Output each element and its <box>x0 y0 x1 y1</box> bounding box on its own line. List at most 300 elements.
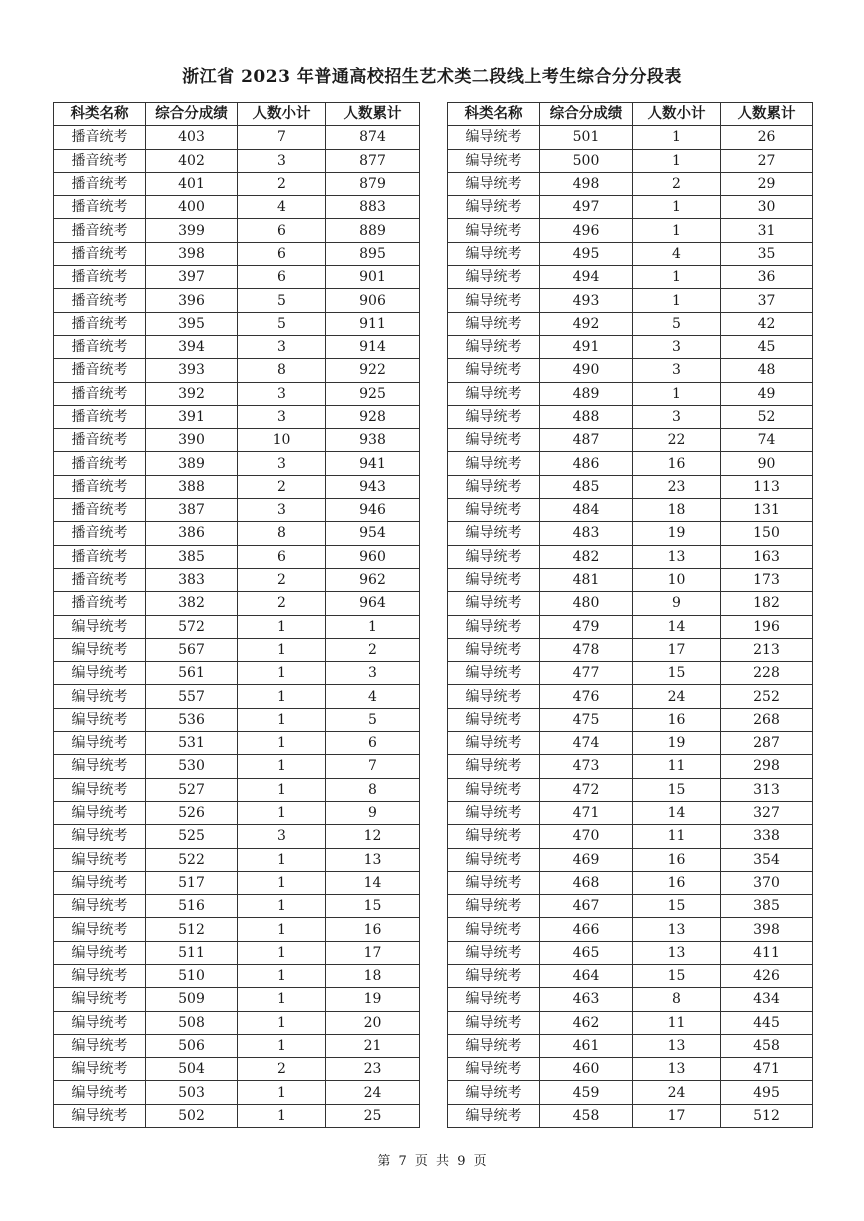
cell-score: 504 <box>146 1058 238 1081</box>
table-row <box>54 242 420 265</box>
cell-cumulative: 445 <box>721 1011 813 1034</box>
header-cumulative: 人数累计 <box>721 103 813 126</box>
cell-cumulative: 252 <box>721 685 813 708</box>
cell-category: 编导统考 <box>448 941 540 964</box>
table-row <box>448 196 813 219</box>
cell-score: 494 <box>540 266 633 289</box>
header-category: 科类名称 <box>448 103 540 126</box>
cell-category: 播音统考 <box>54 172 146 195</box>
cell-cumulative: 19 <box>326 988 420 1011</box>
cell-score: 527 <box>146 778 238 801</box>
cell-score: 481 <box>540 568 633 591</box>
cell-category: 编导统考 <box>448 219 540 242</box>
table-row <box>54 429 420 452</box>
cell-category: 编导统考 <box>54 825 146 848</box>
cell-count: 14 <box>633 615 721 638</box>
cell-cumulative: 398 <box>721 918 813 941</box>
cell-category: 编导统考 <box>448 452 540 475</box>
cell-score: 399 <box>146 219 238 242</box>
cell-cumulative: 385 <box>721 895 813 918</box>
cell-count: 11 <box>633 1011 721 1034</box>
cell-cumulative: 9 <box>326 801 420 824</box>
cell-count: 1 <box>238 918 326 941</box>
table-row <box>448 429 813 452</box>
cell-count: 6 <box>238 266 326 289</box>
table-row <box>448 266 813 289</box>
cell-cumulative: 889 <box>326 219 420 242</box>
table-row <box>448 871 813 894</box>
document-title: 浙江省 2023 年普通高校招生艺术类二段线上考生综合分分段表 <box>182 67 682 87</box>
table-row <box>448 568 813 591</box>
cell-cumulative: 18 <box>326 964 420 987</box>
table-row <box>448 988 813 1011</box>
cell-count: 1 <box>633 126 721 149</box>
cell-category: 播音统考 <box>54 242 146 265</box>
cell-category: 播音统考 <box>54 266 146 289</box>
cell-category: 编导统考 <box>448 382 540 405</box>
cell-category: 编导统考 <box>448 242 540 265</box>
cell-score: 561 <box>146 662 238 685</box>
table-row <box>54 732 420 755</box>
cell-cumulative: 1 <box>326 615 420 638</box>
cell-score: 471 <box>540 801 633 824</box>
table-row <box>54 895 420 918</box>
cell-category: 编导统考 <box>448 685 540 708</box>
cell-count: 1 <box>238 801 326 824</box>
cell-category: 编导统考 <box>54 988 146 1011</box>
cell-score: 402 <box>146 149 238 172</box>
cell-cumulative: 268 <box>721 708 813 731</box>
cell-cumulative: 883 <box>326 196 420 219</box>
cell-count: 23 <box>633 475 721 498</box>
cell-score: 496 <box>540 219 633 242</box>
cell-category: 编导统考 <box>448 778 540 801</box>
cell-category: 播音统考 <box>54 499 146 522</box>
cell-cumulative: 7 <box>326 755 420 778</box>
cell-count: 3 <box>238 499 326 522</box>
cell-score: 401 <box>146 172 238 195</box>
cell-cumulative: 21 <box>326 1034 420 1057</box>
cell-cumulative: 877 <box>326 149 420 172</box>
cell-count: 1 <box>238 708 326 731</box>
cell-cumulative: 946 <box>326 499 420 522</box>
cell-cumulative: 49 <box>721 382 813 405</box>
table-row <box>54 149 420 172</box>
table-row <box>448 289 813 312</box>
cell-cumulative: 113 <box>721 475 813 498</box>
cell-count: 1 <box>238 941 326 964</box>
cell-cumulative: 163 <box>721 545 813 568</box>
table-row <box>448 895 813 918</box>
table-row <box>54 1081 420 1104</box>
cell-score: 458 <box>540 1104 633 1127</box>
cell-count: 6 <box>238 242 326 265</box>
cell-cumulative: 411 <box>721 941 813 964</box>
table-row <box>448 149 813 172</box>
cell-cumulative: 879 <box>326 172 420 195</box>
cell-cumulative: 925 <box>326 382 420 405</box>
cell-count: 13 <box>633 545 721 568</box>
cell-category: 编导统考 <box>54 615 146 638</box>
cell-category: 播音统考 <box>54 312 146 335</box>
table-row <box>54 708 420 731</box>
table-row <box>54 1034 420 1057</box>
cell-count: 16 <box>633 708 721 731</box>
cell-count: 19 <box>633 732 721 755</box>
header-cumulative: 人数累计 <box>326 103 420 126</box>
cell-cumulative: 20 <box>326 1011 420 1034</box>
cell-cumulative: 13 <box>326 848 420 871</box>
cell-cumulative: 17 <box>326 941 420 964</box>
cell-cumulative: 962 <box>326 568 420 591</box>
cell-count: 3 <box>238 149 326 172</box>
table-row <box>448 708 813 731</box>
cell-score: 403 <box>146 126 238 149</box>
cell-category: 编导统考 <box>448 918 540 941</box>
cell-cumulative: 2 <box>326 638 420 661</box>
table-row <box>448 1104 813 1127</box>
table-row <box>448 615 813 638</box>
table-row <box>448 685 813 708</box>
cell-category: 播音统考 <box>54 196 146 219</box>
cell-score: 525 <box>146 825 238 848</box>
cell-category: 编导统考 <box>54 778 146 801</box>
table-row <box>448 452 813 475</box>
cell-cumulative: 434 <box>721 988 813 1011</box>
cell-score: 526 <box>146 801 238 824</box>
cell-category: 编导统考 <box>54 638 146 661</box>
cell-cumulative: 150 <box>721 522 813 545</box>
cell-category: 编导统考 <box>54 964 146 987</box>
cell-cumulative: 471 <box>721 1058 813 1081</box>
cell-cumulative: 196 <box>721 615 813 638</box>
cell-count: 1 <box>238 1104 326 1127</box>
table-row <box>54 1011 420 1034</box>
cell-score: 389 <box>146 452 238 475</box>
cell-score: 392 <box>146 382 238 405</box>
cell-score: 475 <box>540 708 633 731</box>
cell-cumulative: 173 <box>721 568 813 591</box>
cell-count: 24 <box>633 1081 721 1104</box>
cell-category: 播音统考 <box>54 568 146 591</box>
cell-score: 400 <box>146 196 238 219</box>
cell-cumulative: 12 <box>326 825 420 848</box>
header-count: 人数小计 <box>238 103 326 126</box>
cell-score: 489 <box>540 382 633 405</box>
cell-cumulative: 213 <box>721 638 813 661</box>
cell-category: 播音统考 <box>54 475 146 498</box>
cell-category: 编导统考 <box>448 522 540 545</box>
table-row <box>54 568 420 591</box>
cell-count: 5 <box>238 289 326 312</box>
cell-score: 391 <box>146 405 238 428</box>
cell-count: 1 <box>238 964 326 987</box>
cell-cumulative: 941 <box>326 452 420 475</box>
cell-category: 编导统考 <box>54 1011 146 1034</box>
cell-count: 16 <box>633 848 721 871</box>
table-row <box>448 755 813 778</box>
cell-count: 1 <box>238 895 326 918</box>
cell-category: 播音统考 <box>54 452 146 475</box>
cell-cumulative: 327 <box>721 801 813 824</box>
cell-count: 15 <box>633 778 721 801</box>
cell-count: 1 <box>633 219 721 242</box>
cell-count: 1 <box>633 382 721 405</box>
table-row <box>54 638 420 661</box>
table-row <box>448 638 813 661</box>
table-row <box>54 405 420 428</box>
cell-score: 567 <box>146 638 238 661</box>
cell-category: 编导统考 <box>54 662 146 685</box>
cell-cumulative: 964 <box>326 592 420 615</box>
cell-category: 编导统考 <box>54 918 146 941</box>
table-row <box>448 848 813 871</box>
cell-category: 编导统考 <box>448 149 540 172</box>
cell-score: 488 <box>540 405 633 428</box>
cell-count: 19 <box>633 522 721 545</box>
table-row <box>448 242 813 265</box>
cell-cumulative: 30 <box>721 196 813 219</box>
cell-count: 1 <box>238 615 326 638</box>
cell-score: 497 <box>540 196 633 219</box>
table-row <box>448 918 813 941</box>
header-category: 科类名称 <box>54 103 146 126</box>
cell-category: 编导统考 <box>54 871 146 894</box>
table-row <box>54 359 420 382</box>
cell-count: 1 <box>633 149 721 172</box>
cell-score: 484 <box>540 499 633 522</box>
table-row <box>54 941 420 964</box>
cell-score: 385 <box>146 545 238 568</box>
cell-count: 1 <box>238 732 326 755</box>
cell-count: 22 <box>633 429 721 452</box>
cell-score: 495 <box>540 242 633 265</box>
cell-cumulative: 874 <box>326 126 420 149</box>
cell-category: 编导统考 <box>448 895 540 918</box>
cell-cumulative: 354 <box>721 848 813 871</box>
cell-category: 编导统考 <box>448 615 540 638</box>
score-table-left <box>53 102 420 1128</box>
cell-cumulative: 954 <box>326 522 420 545</box>
cell-count: 3 <box>238 405 326 428</box>
table-row <box>448 126 813 149</box>
cell-cumulative: 906 <box>326 289 420 312</box>
cell-count: 18 <box>633 499 721 522</box>
cell-count: 13 <box>633 1034 721 1057</box>
cell-cumulative: 74 <box>721 429 813 452</box>
cell-count: 2 <box>633 172 721 195</box>
cell-cumulative: 16 <box>326 918 420 941</box>
cell-count: 8 <box>633 988 721 1011</box>
cell-cumulative: 26 <box>721 126 813 149</box>
cell-cumulative: 5 <box>326 708 420 731</box>
cell-count: 2 <box>238 475 326 498</box>
cell-score: 468 <box>540 871 633 894</box>
table-row <box>448 172 813 195</box>
table-row <box>54 964 420 987</box>
cell-count: 4 <box>633 242 721 265</box>
cell-score: 464 <box>540 964 633 987</box>
cell-category: 播音统考 <box>54 335 146 358</box>
table-row <box>54 545 420 568</box>
cell-category: 编导统考 <box>54 1081 146 1104</box>
cell-score: 462 <box>540 1011 633 1034</box>
cell-cumulative: 3 <box>326 662 420 685</box>
cell-category: 播音统考 <box>54 405 146 428</box>
cell-count: 13 <box>633 941 721 964</box>
cell-score: 511 <box>146 941 238 964</box>
cell-count: 2 <box>238 568 326 591</box>
cell-cumulative: 313 <box>721 778 813 801</box>
cell-count: 1 <box>238 1011 326 1034</box>
cell-score: 508 <box>146 1011 238 1034</box>
page-number: 第 7 页 共 9 页 <box>377 1154 487 1169</box>
cell-count: 1 <box>238 1034 326 1057</box>
cell-count: 15 <box>633 895 721 918</box>
cell-category: 编导统考 <box>448 289 540 312</box>
table-row <box>448 1034 813 1057</box>
table-row <box>448 964 813 987</box>
cell-score: 516 <box>146 895 238 918</box>
cell-category: 编导统考 <box>448 871 540 894</box>
cell-cumulative: 426 <box>721 964 813 987</box>
cell-category: 播音统考 <box>54 592 146 615</box>
cell-score: 395 <box>146 312 238 335</box>
cell-score: 467 <box>540 895 633 918</box>
cell-category: 播音统考 <box>54 219 146 242</box>
table-row <box>54 685 420 708</box>
table-header-row <box>448 103 813 126</box>
cell-count: 15 <box>633 964 721 987</box>
cell-score: 469 <box>540 848 633 871</box>
cell-count: 1 <box>633 289 721 312</box>
table-row <box>54 755 420 778</box>
cell-count: 1 <box>238 778 326 801</box>
cell-cumulative: 458 <box>721 1034 813 1057</box>
cell-category: 播音统考 <box>54 522 146 545</box>
cell-category: 编导统考 <box>448 848 540 871</box>
table-row <box>54 266 420 289</box>
cell-category: 编导统考 <box>448 312 540 335</box>
cell-category: 编导统考 <box>448 1081 540 1104</box>
cell-category: 编导统考 <box>54 732 146 755</box>
cell-cumulative: 14 <box>326 871 420 894</box>
cell-count: 3 <box>238 825 326 848</box>
cell-cumulative: 52 <box>721 405 813 428</box>
cell-score: 470 <box>540 825 633 848</box>
cell-category: 编导统考 <box>448 172 540 195</box>
cell-score: 536 <box>146 708 238 731</box>
cell-cumulative: 8 <box>326 778 420 801</box>
cell-count: 17 <box>633 638 721 661</box>
table-row <box>448 662 813 685</box>
cell-cumulative: 182 <box>721 592 813 615</box>
cell-count: 1 <box>238 848 326 871</box>
table-row <box>448 359 813 382</box>
header-score: 综合分成绩 <box>540 103 633 126</box>
cell-count: 3 <box>238 382 326 405</box>
cell-score: 490 <box>540 359 633 382</box>
cell-count: 1 <box>238 988 326 1011</box>
cell-count: 5 <box>238 312 326 335</box>
cell-score: 506 <box>146 1034 238 1057</box>
cell-score: 383 <box>146 568 238 591</box>
cell-count: 7 <box>238 126 326 149</box>
table-row <box>54 848 420 871</box>
table-row <box>448 545 813 568</box>
cell-category: 编导统考 <box>54 685 146 708</box>
cell-category: 编导统考 <box>448 335 540 358</box>
cell-category: 编导统考 <box>54 895 146 918</box>
cell-score: 531 <box>146 732 238 755</box>
cell-cumulative: 35 <box>721 242 813 265</box>
table-row <box>54 778 420 801</box>
table-row <box>54 335 420 358</box>
cell-count: 1 <box>238 685 326 708</box>
table-row <box>54 871 420 894</box>
cell-score: 486 <box>540 452 633 475</box>
table-row <box>54 615 420 638</box>
cell-cumulative: 25 <box>326 1104 420 1127</box>
cell-category: 播音统考 <box>54 382 146 405</box>
cell-category: 编导统考 <box>54 941 146 964</box>
cell-score: 572 <box>146 615 238 638</box>
cell-count: 2 <box>238 1058 326 1081</box>
cell-score: 522 <box>146 848 238 871</box>
cell-score: 386 <box>146 522 238 545</box>
cell-category: 编导统考 <box>448 708 540 731</box>
cell-count: 3 <box>238 335 326 358</box>
cell-category: 编导统考 <box>54 1058 146 1081</box>
cell-score: 460 <box>540 1058 633 1081</box>
cell-score: 398 <box>146 242 238 265</box>
cell-cumulative: 228 <box>721 662 813 685</box>
cell-count: 3 <box>633 405 721 428</box>
cell-count: 11 <box>633 755 721 778</box>
cell-count: 2 <box>238 592 326 615</box>
header-count: 人数小计 <box>633 103 721 126</box>
table-row <box>54 382 420 405</box>
cell-count: 8 <box>238 359 326 382</box>
cell-cumulative: 23 <box>326 1058 420 1081</box>
cell-cumulative: 6 <box>326 732 420 755</box>
cell-cumulative: 27 <box>721 149 813 172</box>
cell-category: 编导统考 <box>448 1034 540 1057</box>
cell-category: 编导统考 <box>448 638 540 661</box>
cell-category: 编导统考 <box>54 1034 146 1057</box>
cell-cumulative: 895 <box>326 242 420 265</box>
cell-score: 501 <box>540 126 633 149</box>
table-row <box>448 499 813 522</box>
table-row <box>54 801 420 824</box>
cell-cumulative: 943 <box>326 475 420 498</box>
cell-category: 编导统考 <box>54 755 146 778</box>
cell-score: 474 <box>540 732 633 755</box>
cell-count: 1 <box>238 1081 326 1104</box>
cell-score: 502 <box>146 1104 238 1127</box>
cell-category: 播音统考 <box>54 359 146 382</box>
table-row <box>448 778 813 801</box>
table-row <box>448 1058 813 1081</box>
table-row <box>54 499 420 522</box>
cell-category: 编导统考 <box>448 755 540 778</box>
table-row <box>448 335 813 358</box>
cell-category: 播音统考 <box>54 429 146 452</box>
cell-category: 编导统考 <box>448 429 540 452</box>
table-row <box>448 592 813 615</box>
table-row <box>54 172 420 195</box>
cell-score: 473 <box>540 755 633 778</box>
